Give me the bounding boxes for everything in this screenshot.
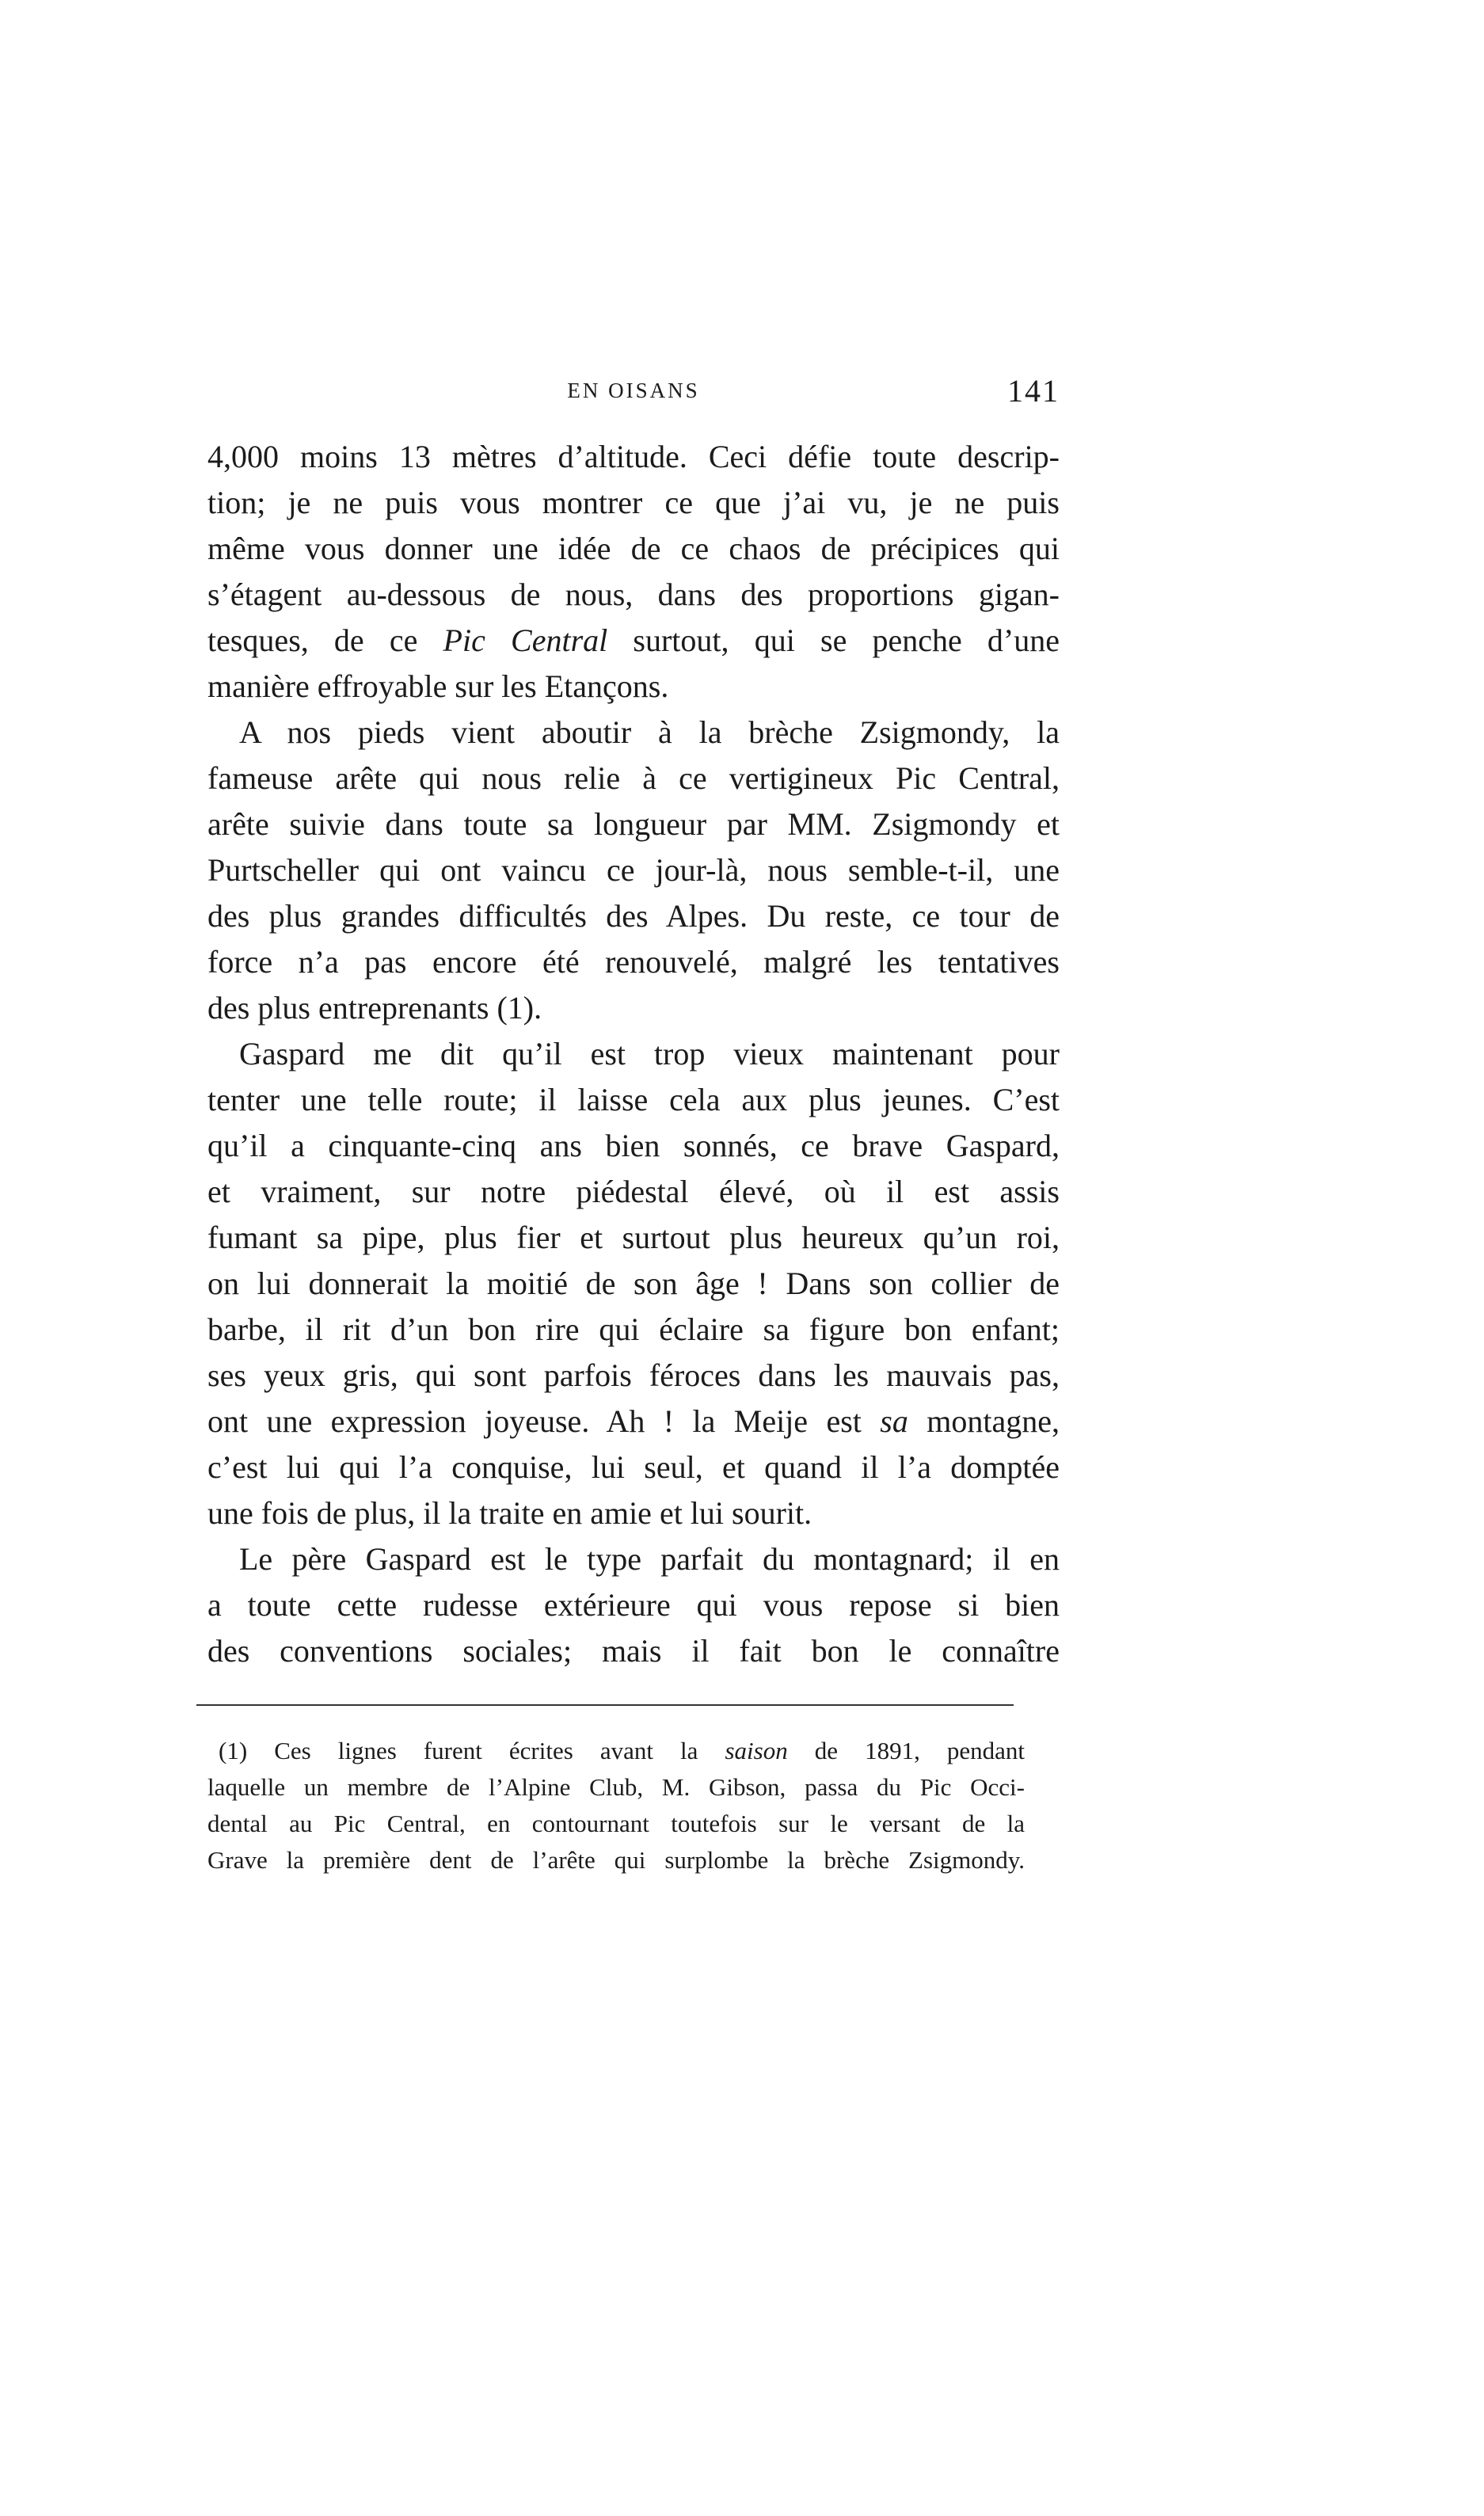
text-line: Gaspard me dit qu’il est trop vieux maintenant pour — [239, 1036, 1060, 1071]
text-segment: ont une expression joyeuse. Ah ! la Meije est — [207, 1403, 881, 1439]
text-segment: (1) Ces lignes furent écrites avant la — [219, 1737, 725, 1764]
text-line: même vous donner une idée de ce chaos de précipices qui — [207, 531, 1060, 566]
text-segment: surtout, qui se penche d’une — [607, 622, 1060, 658]
text-segment: tesques, de ce — [207, 622, 443, 658]
text-line: tion; je ne puis vous montrer ce que j’ai vu, je ne puis — [207, 485, 1060, 520]
running-title: EN OISANS — [567, 379, 700, 402]
text-line — [207, 1399, 1060, 1445]
text-line: 4,000 moins 13 mètres d’altitude. Ceci défie toute descrip- — [207, 439, 1060, 474]
italic-word: sa — [880, 1403, 908, 1439]
running-head — [207, 372, 1060, 420]
italic-word: saison — [725, 1737, 788, 1764]
text-line: des plus grandes difficultés des Alpes. Du reste, ce tour de — [207, 898, 1060, 934]
text-segment: montagne, — [908, 1403, 1060, 1439]
text-line: ses yeux gris, qui sont parfois féroces dans les mauvais pas, — [207, 1357, 1060, 1393]
text-line: une fois de plus, il la traite en amie et lui sourit. — [207, 1495, 812, 1531]
text-line: a toute cette rudesse extérieure qui vous repose si bien — [207, 1587, 1060, 1623]
footnote-divider — [196, 1704, 1014, 1706]
footnote-line: laquelle un membre de l’Alpine Club, M. Gibson, passa du Pic Occi- — [207, 1773, 1025, 1801]
text-line: qu’il a cinquante-cinq ans bien sonnés, ce brave Gaspard, — [207, 1128, 1060, 1163]
text-line — [207, 618, 1060, 664]
text-line: des plus entreprenants (1). — [207, 990, 542, 1026]
italic-place-name: Pic Central — [443, 622, 608, 658]
text-line: fumant sa pipe, plus fier et surtout plus heureux qu’un roi, — [207, 1220, 1060, 1255]
text-line: fameuse arête qui nous relie à ce vertigineux Pic Central, — [207, 760, 1060, 796]
footnote-line: dental au Pic Central, en contournant toutefois sur le versant de la — [207, 1810, 1025, 1837]
text-line: manière effroyable sur les Etançons. — [207, 668, 669, 704]
page-number: 141 — [1007, 373, 1060, 409]
body-text — [207, 434, 1060, 1674]
footnote — [207, 1733, 1025, 1878]
text-segment: de 1891, pendant — [787, 1737, 1025, 1764]
text-line: et vraiment, sur notre piédestal élevé, où il est assis — [207, 1174, 1060, 1209]
text-line: barbe, il rit d’un bon rire qui éclaire sa figure bon enfant; — [207, 1311, 1060, 1347]
text-line: Purtscheller qui ont vaincu ce jour-là, nous semble-t-il, une — [207, 852, 1060, 888]
footnote-line: Grave la première dent de l’arête qui surplombe la brèche Zsigmondy. — [207, 1846, 1025, 1874]
text-line: arête suivie dans toute sa longueur par MM. Zsigmondy et — [207, 806, 1060, 842]
text-line: s’étagent au-dessous de nous, dans des proportions gigan- — [207, 577, 1060, 612]
text-line: tenter une telle route; il laisse cela aux plus jeunes. C’est — [207, 1082, 1060, 1117]
text-line: on lui donnerait la moitié de son âge ! Dans son collier de — [207, 1266, 1060, 1301]
text-line: Le père Gaspard est le type parfait du montagnard; il en — [239, 1541, 1060, 1577]
text-line: c’est lui qui l’a conquise, lui seul, et quand il l’a domptée — [207, 1449, 1060, 1485]
text-line: force n’a pas encore été renouvelé, malgré les tentatives — [207, 944, 1060, 980]
text-line: des conventions sociales; mais il fait bon le connaître — [207, 1633, 1060, 1669]
text-line: A nos pieds vient aboutir à la brèche Zsigmondy, la — [239, 714, 1060, 750]
footnote-line — [207, 1733, 1025, 1769]
